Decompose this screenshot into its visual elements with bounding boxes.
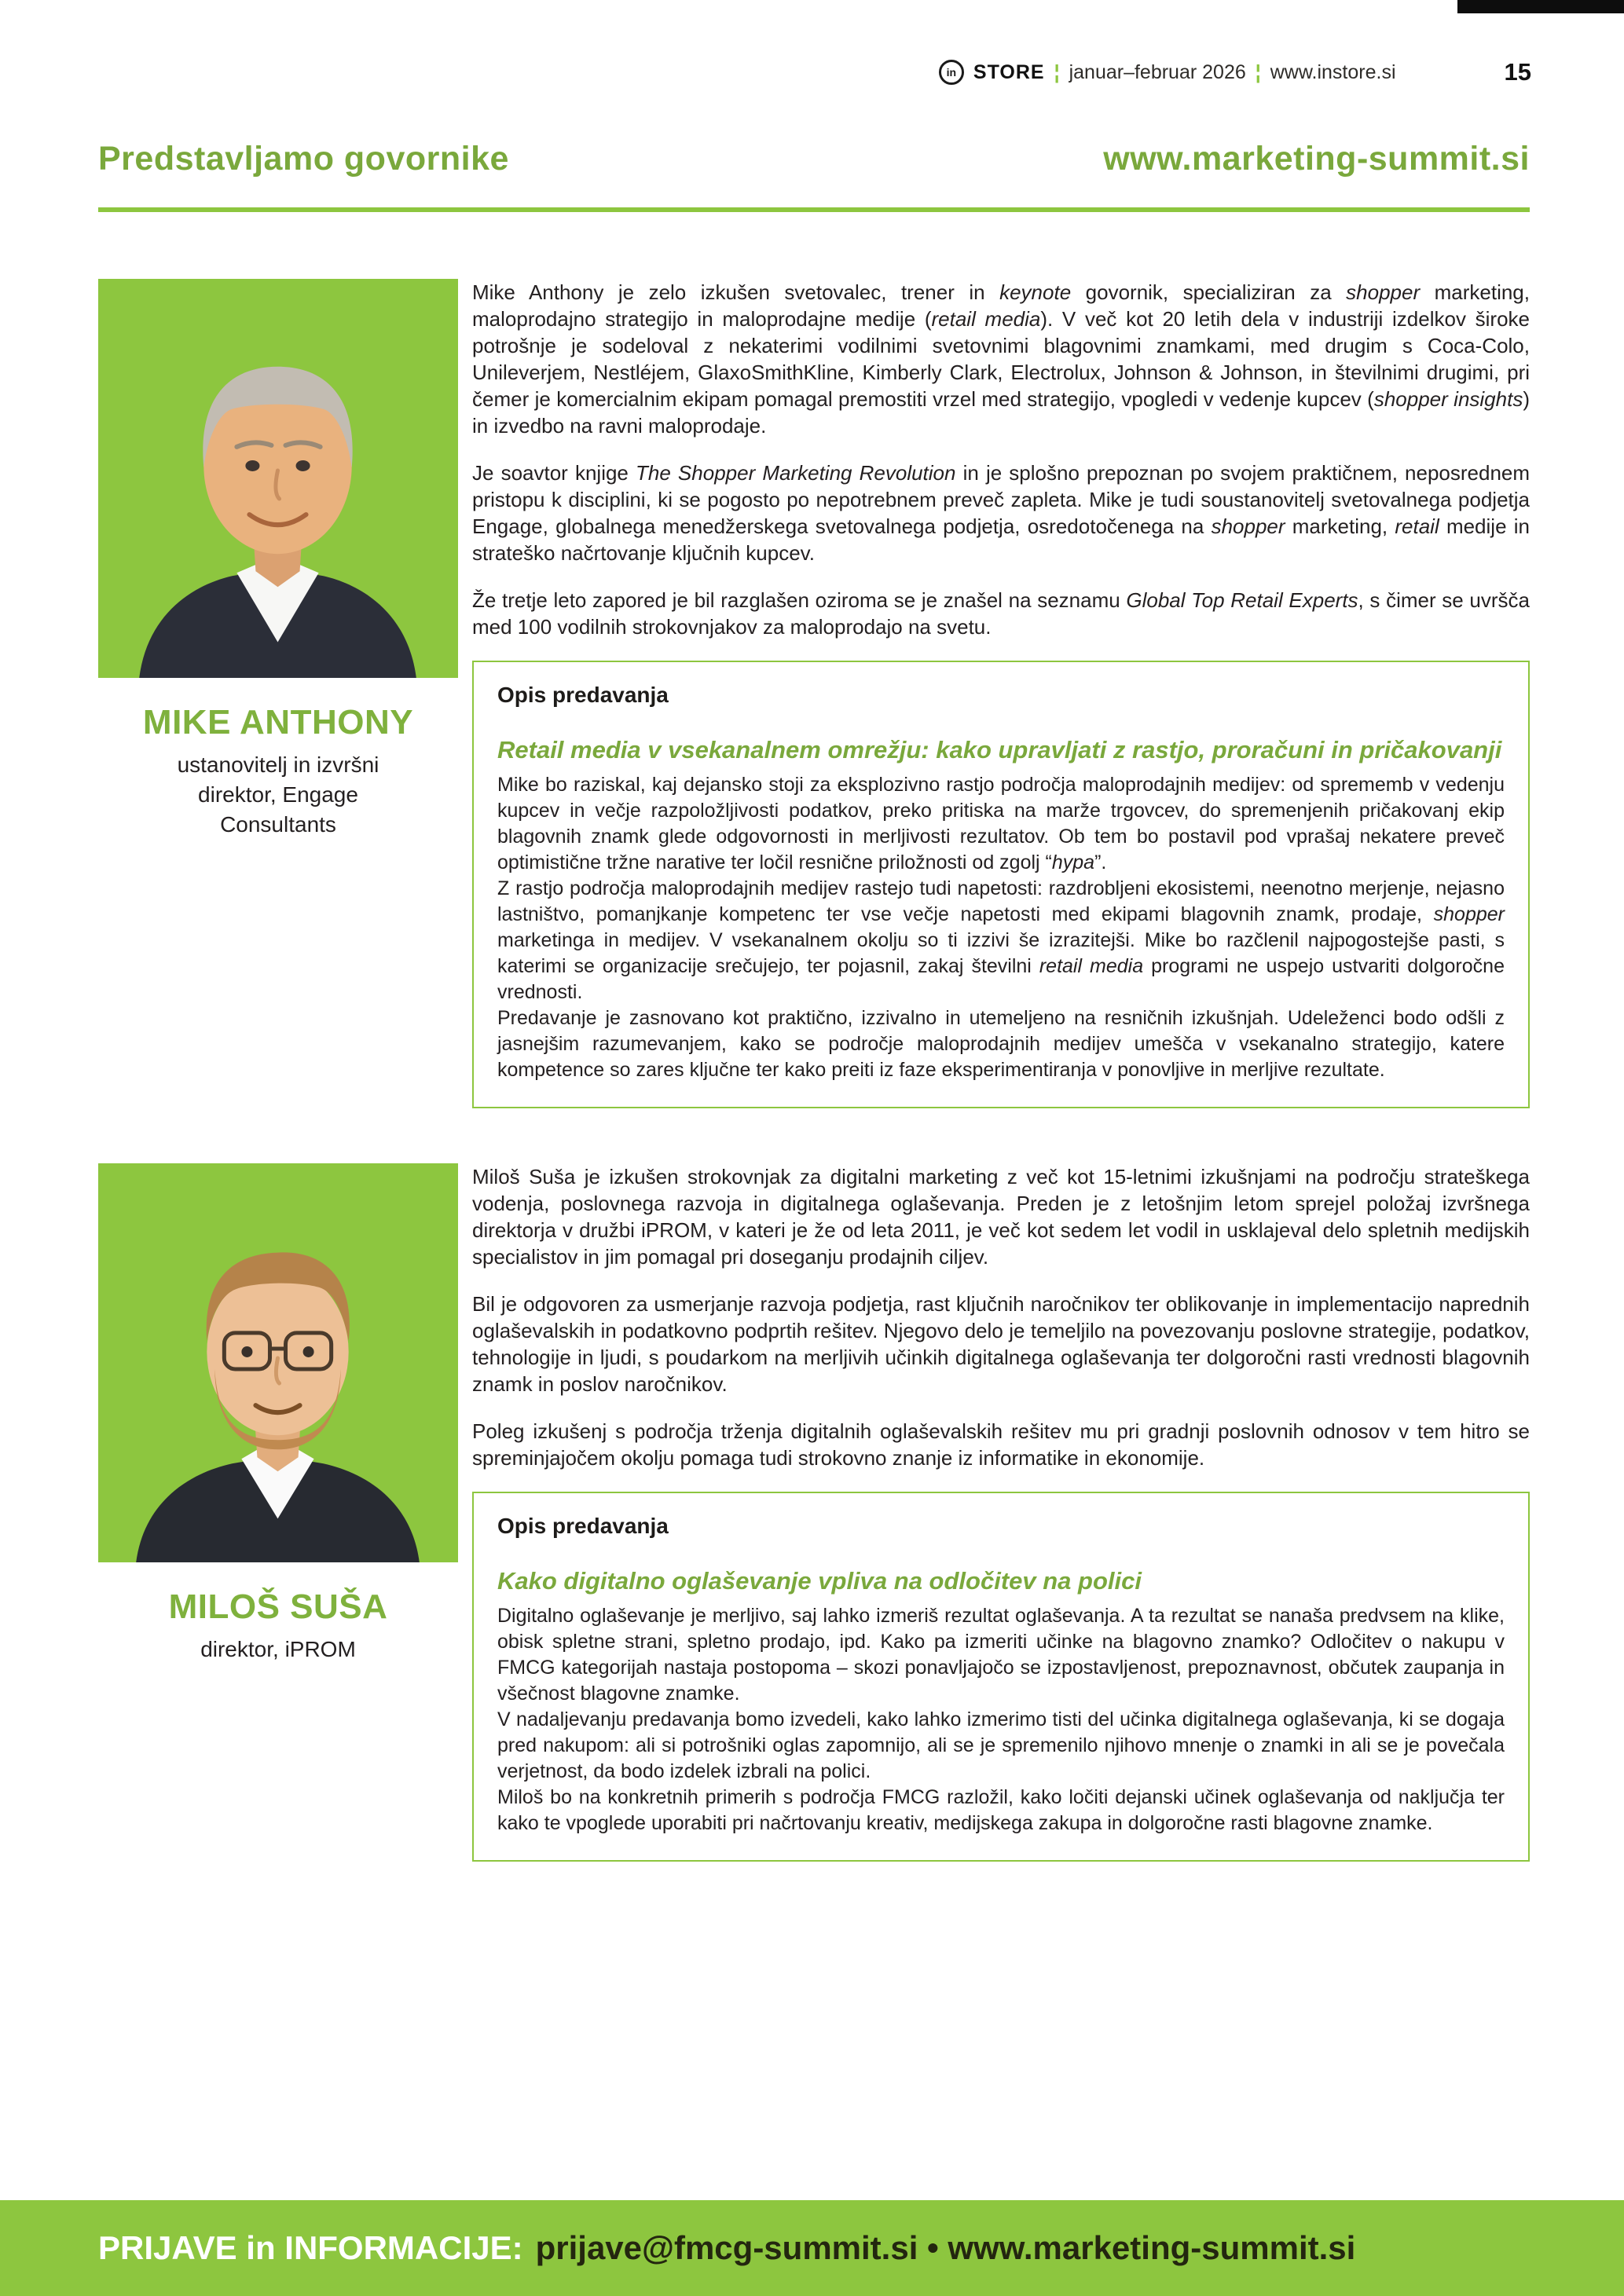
talk-heading: Opis predavanja (497, 1514, 669, 1538)
masthead-separator: ¦ (1054, 60, 1060, 83)
talk-description-box (472, 661, 1530, 1108)
footer-registration-band (0, 2200, 1624, 2296)
talk-paragraph: Miloš bo na konkretnih primerih s področja FMCG razložil, kako ločiti dejanski učinek oglaševanja od naključja ter kako te vpoglede uporabiti pri načrtovanju kreativ, medijskega zakupa in dolgoročne rasti blagovne znamke. (497, 1786, 1505, 1834)
masthead-info (939, 60, 1396, 85)
masthead-issue: januar–februar 2026 (1069, 60, 1246, 83)
footer-contacts: prijave@fmcg-summit.si • www.marketing-summit.si (535, 2229, 1356, 2266)
masthead-separator: ¦ (1255, 60, 1261, 83)
masthead-site-url: www.instore.si (1270, 60, 1396, 83)
mike-anthony-portrait (98, 279, 458, 678)
talk-title: Retail media v vsekanalnem omrežju: kako upravljati z rastjo, proračuni in pričakovanji (497, 736, 1502, 764)
talk-title: Kako digitalno oglaševanje vpliva na odločitev na polici (497, 1567, 1142, 1595)
speaker-photo (98, 1163, 458, 1562)
bio-paragraph: Poleg izkušenj s področja trženja digitalnih oglaševalskih rešitev mu pri gradnji poslovnih odnosov v tem hitro se spreminjajočem okolju pomaga tudi strokovno znanje iz informatike in ekonomije. (472, 1419, 1530, 1470)
speaker-role: ustanovitelj in izvršni direktor, Engage Consultants (177, 753, 379, 837)
speaker-left-column (98, 279, 458, 1108)
bio-paragraph: Je soavtor knjige The Shopper Marketing Revolution in je splošno prepoznan po svojem praktičnem, neposrednem pristopu k disciplini, ki se pogosto po nepotrebnem preveč zapleta. Mike je tudi soustanovitelj svetovalnega podjetja Engage, globalnega menedžerskega svetovalnega podjetja, osredotočenega na shopper marketing, retail medije in strateško načrtovanje ključnih kupcev. (472, 461, 1531, 565)
speaker-name: MIKE ANTHONY (142, 703, 414, 742)
print-corner-mark (1457, 0, 1624, 13)
speaker-name: MILOŠ SUŠA (168, 1587, 388, 1626)
masthead-brand: STORE (973, 60, 1045, 83)
talk-paragraph: Mike bo raziskal, kaj dejansko stoji za eksplozivno rastjo področja maloprodajnih medijev: od sprememb v vedenju kupcev in večje razpoložljivosti podatkov, preko pritiska na marže trgovcev, do spremenjenih pričakovanj ekip blagovnih znamk glede odgovornosti in merljivosti rezultatov. Ob tem bo postavil pod vprašaj nekatere preveč optimistične tržne narative ter ločil resnične priložnosti od zgolj “hypa”. (497, 774, 1505, 873)
logo-prefix: in (946, 66, 957, 79)
milos-susa-portrait (98, 1163, 458, 1562)
speaker-right-column (472, 1163, 1530, 1862)
section-header (98, 140, 1530, 178)
talk-heading: Opis predavanja (497, 683, 669, 707)
speaker-left-column (98, 1163, 458, 1862)
section-title: Predstavljamo govornike (98, 140, 509, 178)
page-number: 15 (1504, 58, 1531, 86)
talk-paragraph: Predavanje je zasnovano kot praktično, izzivalno in utemeljeno na resničnih izkušnjah. Udeleženci bodo odšli z jasnejšim razumevanjem, kako se področje maloprodajnih medijev umešča v vsekanalno strategijo, katere kompetence so zares ključne ter kako preiti iz faze eksperimentiranja v ponovljive in merljive rezultate. (497, 1007, 1505, 1081)
speaker-section-milos-susa (98, 1163, 1530, 1862)
bio-paragraph: Bil je odgovoren za usmerjanje razvoja podjetja, rast ključnih naročnikov ter oblikovanje in implementacijo naprednih oglaševalskih in podatkovno podprtih rešitev. Njegovo delo je temeljilo na povezovanju poslovne strategije, podatkov, tehnologije in ljudi, s poudarkom na merljivih učinkih digitalnega oglaševanja ter dolgoročni rasti vrednosti blagovnih znamk in poslov naročnikov. (472, 1292, 1530, 1396)
masthead (98, 58, 1531, 86)
talk-paragraph: Digitalno oglaševanje je merljivo, saj lahko izmeriš rezultat oglaševanja. A ta rezultat se nanaša predvsem na klike, obisk spletne strani, spletno prodajo, ipd. Kako pa izmeriti učinke na blagovno znamko? Odločitev o nakupu v FMCG kategorijah nastaja postopoma – skozi ponavljajočo se izpostavljenost, prepoznavnost, občutek zaupanja in všečnost blagovne znamke. (497, 1605, 1505, 1705)
page-content (98, 279, 1530, 1862)
instore-logo-icon (939, 60, 964, 85)
speaker-photo (98, 279, 458, 678)
bio-paragraph: Mike Anthony je zelo izkušen svetovalec, trener in keynote govornik, specializiran za shopper marketing, maloprodajno strategijo in maloprodajne medije (retail media). V več kot 20 letih dela v industriji izdelkov široke potrošnje je sodeloval z nekaterimi vodilnimi svetovnimi blagovnimi znamkami, med drugim s Coca-Colo, Unileverjem, Nestléjem, GlaxoSmithKline, Kimberly Clark, Electrolux, Johnson & Johnson, in številnimi drugimi, pri čemer je komercialnim ekipam pomagal premostiti vrzel med strategijo, vpogledi v vedenje kupcev (shopper insights) in izvedbo na ravni maloprodaje. (472, 280, 1530, 438)
divider-rule (98, 207, 1530, 212)
speaker-section-mike-anthony (98, 279, 1530, 1108)
summit-url: www.marketing-summit.si (1103, 140, 1530, 178)
talk-paragraph: V nadaljevanju predavanja bomo izvedeli, kako lahko izmerimo tisti del učinka digitalnega oglaševanja, ki se dogaja pred nakupom: ali si potrošniki oglas zapomnijo, ali se je spremenilo njihovo mnenje o znamki in ali se je povečala verjetnost, da bodo izdelek izbrali na polici. (497, 1708, 1505, 1782)
speaker-role: direktor, iPROM (200, 1637, 356, 1661)
footer-label: PRIJAVE in INFORMACIJE: (98, 2229, 523, 2266)
talk-description-box (472, 1492, 1530, 1862)
talk-paragraph: Z rastjo področja maloprodajnih medijev rastejo tudi napetosti: razdrobljeni ekosistemi, neenotno merjenje, nejasno lastništvo, pomanjkanje kompetenc ter vse večje napetosti med ekipami blagovnih znamk, prodaje, shopper marketinga in medijev. V vsekanalnem okolju so ti izzivi še izrazitejši. Mike bo razčlenil najpogostejše pasti, s katerimi se organizacije srečujejo, ter pojasnil, zakaj številni retail media programi ne uspejo ustvariti dolgoročne vrednosti. (497, 877, 1505, 1003)
speaker-right-column (472, 279, 1530, 1108)
bio-paragraph: Že tretje leto zapored je bil razglašen oziroma se je znašel na seznamu Global Top Retail Experts, s čimer se uvršča med 100 vodilnih strokovnjakov za maloprodajo na svetu. (472, 588, 1531, 639)
bio-paragraph: Miloš Suša je izkušen strokovnjak za digitalni marketing z več kot 15-letnimi izkušnjami na področju strateškega vodenja, poslovnega razvoja in digitalnega oglaševanja. Preden je z letošnjim letom sprejel položaj izvršnega direktorja v družbi iPROM, v kateri je že od leta 2011, je več kot sedem let vodil in usklajeval delo spletnih medijskih specialistov in jim pomagal pri doseganju prodajnih ciljev. (472, 1165, 1530, 1269)
